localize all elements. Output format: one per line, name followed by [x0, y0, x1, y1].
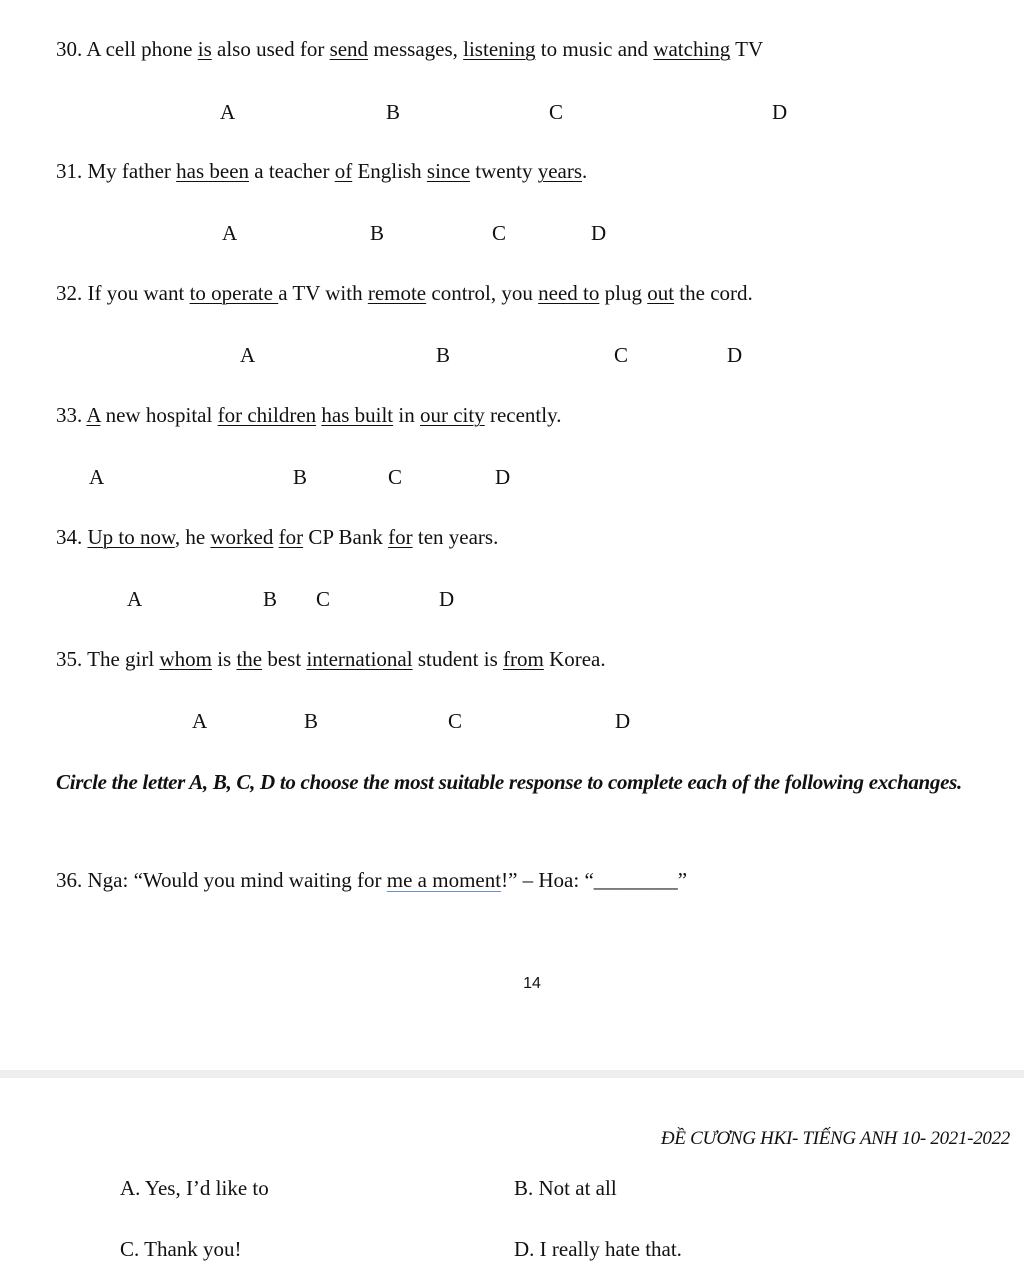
q33-letter-b: B — [293, 465, 308, 489]
text-segment: My father — [87, 159, 177, 183]
text-segment: best — [262, 647, 307, 671]
q35-letter-d: D — [615, 709, 631, 733]
question-31 — [56, 159, 587, 184]
q34-letter-b: B — [263, 587, 278, 611]
text-segment: If you want — [87, 281, 190, 305]
text-segment: in — [393, 403, 420, 427]
text-segment: student is — [412, 647, 503, 671]
underlined-segment: to operate — [189, 281, 279, 305]
underlined-segment: has been — [176, 159, 250, 183]
q33-letter-a: A — [89, 465, 105, 489]
text-segment: The girl — [87, 647, 160, 671]
question-33 — [56, 403, 561, 428]
q35-letter-a: A — [192, 709, 208, 733]
text-segment: to music and — [535, 37, 654, 61]
text-segment: control, you — [426, 281, 539, 305]
underlined-segment: since — [426, 159, 471, 183]
q36-blank: ________ — [593, 868, 678, 892]
page-header: ĐỀ CƯƠNG HKI- TIẾNG ANH 10- 2021-2022 — [660, 1128, 1010, 1149]
underlined-segment: is — [197, 37, 212, 61]
underlined-segment: the — [236, 647, 263, 671]
underlined-segment: out — [647, 281, 675, 305]
q32-letter-a: A — [240, 343, 256, 367]
text-segment: twenty — [470, 159, 538, 183]
question-30 — [56, 37, 763, 62]
text-segment: Korea. — [543, 647, 606, 671]
question-32 — [56, 281, 753, 306]
question-number: 35. — [56, 647, 83, 671]
text-segment: CP Bank — [303, 525, 389, 549]
q34-letter-c: C — [316, 587, 331, 611]
text-segment: is — [211, 647, 237, 671]
text-segment: the cord. — [674, 281, 753, 305]
q36-option-b: B. Not at all — [514, 1176, 617, 1200]
text-segment: also used for — [211, 37, 330, 61]
text-segment: ten years. — [412, 525, 499, 549]
underlined-segment: international — [306, 647, 413, 671]
q36-option-a: A. Yes, I’d like to — [120, 1176, 269, 1200]
underlined-segment: need to — [538, 281, 600, 305]
q30-letter-c: C — [549, 100, 564, 124]
q36-option-d: D. I really hate that. — [514, 1237, 682, 1261]
q35-letter-c: C — [448, 709, 463, 733]
underlined-segment: Up to now — [87, 525, 175, 549]
q32-letter-d: D — [727, 343, 743, 367]
underlined-segment: send — [329, 37, 369, 61]
q36-underlined: me a moment — [386, 868, 502, 892]
text-segment: plug — [599, 281, 648, 305]
q30-letter-b: B — [386, 100, 401, 124]
underlined-segment: worked — [210, 525, 274, 549]
q30-letter-d: D — [772, 100, 788, 124]
text-segment: . — [582, 159, 588, 183]
q36-text-before: Nga: “Would you mind waiting for — [87, 868, 387, 892]
q31-letter-c: C — [492, 221, 507, 245]
q33-letter-d: D — [495, 465, 511, 489]
text-segment: A cell phone — [86, 37, 198, 61]
text-segment: TV — [730, 37, 764, 61]
underlined-segment: has built — [321, 403, 394, 427]
section-instruction: Circle the letter A, B, C, D to choose the most suitable response to complete each of the following exchanges. — [56, 770, 962, 794]
q32-letter-c: C — [614, 343, 629, 367]
page-separator — [0, 1070, 1024, 1078]
text-segment: a teacher — [249, 159, 335, 183]
underlined-segment: from — [503, 647, 544, 671]
text-segment: new hospital — [100, 403, 218, 427]
underlined-segment: whom — [159, 647, 212, 671]
q36-number: 36. — [56, 868, 83, 892]
underlined-segment: A — [86, 403, 101, 427]
text-segment: , he — [174, 525, 211, 549]
q36-option-c: C. Thank you! — [120, 1237, 242, 1261]
q30-letter-a: A — [220, 100, 236, 124]
underlined-segment: remote — [367, 281, 427, 305]
underlined-segment: watching — [653, 37, 731, 61]
question-number: 30. — [56, 37, 83, 61]
underlined-segment: of — [334, 159, 353, 183]
q34-letter-d: D — [439, 587, 455, 611]
question-35 — [56, 647, 606, 672]
underlined-segment: for — [388, 525, 413, 549]
question-36 — [56, 868, 687, 893]
q36-text-after: !” – Hoa: “ — [501, 868, 594, 892]
underlined-segment: listening — [463, 37, 536, 61]
text-segment: recently. — [484, 403, 562, 427]
question-number: 31. — [56, 159, 83, 183]
underlined-segment: years — [537, 159, 583, 183]
text-segment: a TV with — [278, 281, 368, 305]
q31-letter-a: A — [222, 221, 238, 245]
text-segment: messages, — [368, 37, 464, 61]
question-number: 34. — [56, 525, 83, 549]
underlined-segment: our city — [419, 403, 485, 427]
q33-letter-c: C — [388, 465, 403, 489]
underlined-segment: for — [278, 525, 304, 549]
question-number: 32. — [56, 281, 83, 305]
page-15 — [0, 1078, 1024, 1280]
page-number: 14 — [523, 975, 541, 992]
underlined-segment: for children — [217, 403, 317, 427]
q36-close-quote: ” — [677, 868, 688, 892]
question-number: 33. — [56, 403, 83, 427]
q31-letter-b: B — [370, 221, 385, 245]
question-34 — [56, 525, 498, 550]
q31-letter-d: D — [591, 221, 607, 245]
q32-letter-b: B — [436, 343, 451, 367]
text-segment: English — [352, 159, 427, 183]
q34-letter-a: A — [127, 587, 143, 611]
q35-letter-b: B — [304, 709, 319, 733]
